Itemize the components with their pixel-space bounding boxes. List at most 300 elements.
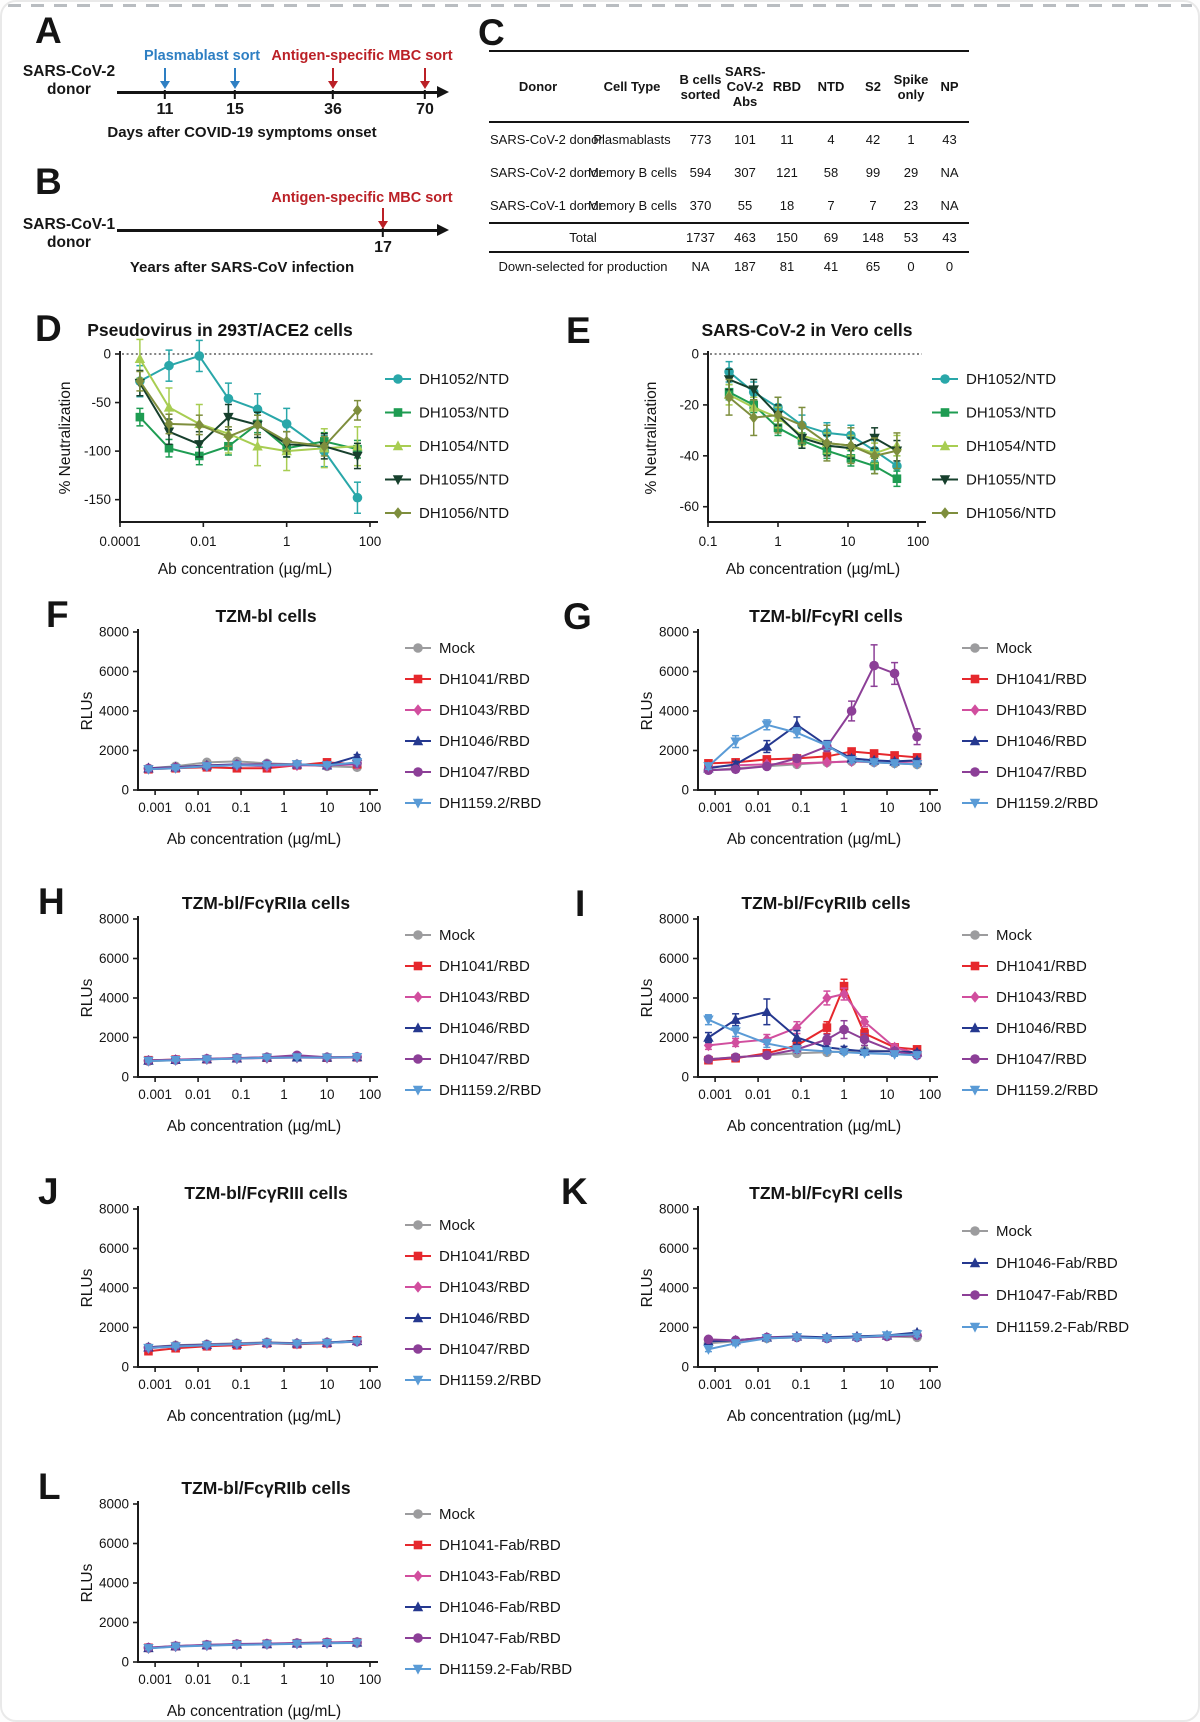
panel-a-label: A xyxy=(35,10,62,51)
legend-item xyxy=(405,1248,530,1265)
y-axis-label: RLUs xyxy=(639,1268,656,1308)
legend-item xyxy=(385,505,509,522)
panel-k-plot xyxy=(560,1167,1196,1459)
legend-marker-icon xyxy=(970,643,980,653)
table-cell: 1 xyxy=(907,132,915,147)
x-tick-label: 0.1 xyxy=(791,1087,811,1102)
legend-label: DH1053/NTD xyxy=(419,404,510,422)
series-marker xyxy=(762,762,772,772)
legend-label: DH1056/NTD xyxy=(419,505,510,522)
y-tick-label: -40 xyxy=(679,448,699,464)
table-cell: 81 xyxy=(766,252,808,280)
x-tick-label: 10 xyxy=(840,534,856,549)
legend-item xyxy=(405,989,530,1006)
table-header-cell: Donor xyxy=(489,51,587,122)
table-cell: 43 xyxy=(930,223,969,252)
table-cell: Total xyxy=(489,223,677,252)
panel-l-plot xyxy=(40,1462,585,1722)
legend-item xyxy=(405,1310,530,1327)
series-marker xyxy=(762,741,772,751)
sort-arrow-icon xyxy=(160,68,170,89)
sort-arrow-tip xyxy=(378,221,388,229)
legend-marker-icon xyxy=(413,643,423,653)
legend-marker-icon xyxy=(970,704,979,716)
legend-item xyxy=(385,405,509,422)
y-tick-label: 8000 xyxy=(658,1201,689,1217)
table-cell: 148 xyxy=(854,223,892,252)
panel-d-chart xyxy=(30,302,582,592)
x-tick-label: 10 xyxy=(319,1672,335,1687)
legend-marker-icon xyxy=(940,507,949,519)
legend-item xyxy=(962,1255,1118,1272)
panel-i-label: I xyxy=(575,883,586,924)
legend-item xyxy=(962,764,1087,781)
legend-label: DH1047/RBD xyxy=(996,1051,1087,1068)
table-cell: 150 xyxy=(766,223,808,252)
legend-label: DH1043-Fab/RBD xyxy=(439,1568,561,1585)
y-tick-label: 6000 xyxy=(98,1536,129,1551)
legend-item xyxy=(405,1082,541,1099)
legend-label: DH1053/NTD xyxy=(966,404,1057,422)
timeline-annotation: Plasmablast sort xyxy=(143,48,261,64)
table-cell: NA xyxy=(940,165,959,180)
table-cell: 773 xyxy=(689,132,712,147)
legend-item xyxy=(405,733,530,750)
x-tick-label: 0.001 xyxy=(138,800,173,815)
panel-c-label: C xyxy=(478,12,505,53)
legend-label: DH1043/RBD xyxy=(439,989,530,1006)
table-total-row xyxy=(489,223,969,252)
legend-item xyxy=(405,795,541,812)
series-marker xyxy=(136,413,145,422)
chart-title: TZM-bl cells xyxy=(215,606,317,626)
sort-arrow-bar xyxy=(424,68,427,81)
y-tick-label: 4000 xyxy=(658,1280,689,1296)
panel-j-label: J xyxy=(38,1171,59,1212)
legend-item xyxy=(962,1223,1032,1240)
x-tick-label: 0.1 xyxy=(231,1377,251,1392)
legend-label: DH1046/RBD xyxy=(996,1020,1087,1037)
panel-j-chart xyxy=(40,1167,585,1459)
series-line xyxy=(140,356,358,498)
timeline-tick-label: 36 xyxy=(324,101,342,118)
legend-label: DH1043/RBD xyxy=(996,702,1087,719)
table-cell: 42 xyxy=(865,132,881,147)
legend-label: DH1052/NTD xyxy=(419,371,510,388)
x-tick-label: 100 xyxy=(918,800,942,815)
series-marker xyxy=(352,452,362,462)
table-cell: Plasmablasts xyxy=(593,132,671,147)
x-tick-label: 0.01 xyxy=(744,800,772,815)
timeline-axis xyxy=(117,229,438,232)
y-axis-label: RLUs xyxy=(79,1563,96,1603)
legend-marker-icon xyxy=(413,1570,422,1582)
panel-b-timeline xyxy=(2,152,482,282)
series-marker xyxy=(165,444,174,453)
series-marker xyxy=(731,1052,741,1062)
donor-label-line: donor xyxy=(47,81,91,98)
legend-marker-icon xyxy=(393,507,402,519)
y-tick-label: -100 xyxy=(83,443,111,459)
legend-label: DH1055/NTD xyxy=(966,471,1057,489)
sort-arrow-icon xyxy=(328,68,338,89)
chart-title: TZM-bl/FcγRIIa cells xyxy=(181,893,351,913)
series-marker xyxy=(195,419,204,431)
sort-arrow-icon xyxy=(230,68,240,89)
legend-item xyxy=(405,1341,530,1358)
series-marker xyxy=(912,732,922,742)
y-tick-label: 4000 xyxy=(98,1575,129,1591)
series-marker xyxy=(839,1025,849,1035)
legend-label: Mock xyxy=(439,1506,475,1523)
legend-label: DH1047/RBD xyxy=(439,764,530,781)
series-marker xyxy=(704,1335,714,1345)
x-tick-label: 0.001 xyxy=(698,1087,733,1102)
x-axis-label: Ab concentration (µg/mL) xyxy=(166,1703,342,1720)
legend-marker-icon xyxy=(970,767,980,777)
legend-marker-icon xyxy=(414,675,423,684)
y-tick-label: 8000 xyxy=(98,911,129,927)
legend-marker-icon xyxy=(413,767,423,777)
table-cell: 594 xyxy=(689,165,712,180)
table-cell: 18 xyxy=(779,198,795,213)
table-cell: 53 xyxy=(892,223,930,252)
legend-label: DH1159.2/RBD xyxy=(996,795,1099,812)
x-tick-label: 1 xyxy=(840,800,848,815)
legend-label: DH1159.2-Fab/RBD xyxy=(996,1319,1130,1336)
sort-arrow-icon xyxy=(378,208,388,229)
legend-label: DH1052/NTD xyxy=(966,371,1057,388)
x-axis-label: Ab concentration (µg/mL) xyxy=(157,561,333,578)
y-tick-label: -60 xyxy=(679,499,699,515)
legend-label: DH1159.2/RBD xyxy=(439,1082,542,1099)
sort-arrow-bar xyxy=(234,68,237,81)
series-marker xyxy=(822,1035,832,1045)
legend-marker-icon xyxy=(414,962,423,971)
timeline-tick-label: 17 xyxy=(374,239,392,256)
series-marker xyxy=(703,1345,713,1355)
y-tick-label: 6000 xyxy=(98,951,129,966)
panel-j-plot xyxy=(40,1167,585,1459)
legend-label: Mock xyxy=(996,1223,1032,1240)
y-tick-label: 4000 xyxy=(98,703,129,719)
series-marker xyxy=(860,1035,870,1045)
legend-item xyxy=(962,640,1032,657)
y-tick-label: 2000 xyxy=(98,743,129,758)
legend-marker-icon xyxy=(413,1220,423,1230)
sort-arrow-bar xyxy=(382,208,385,221)
legend-marker-icon xyxy=(413,930,423,940)
legend-label: Mock xyxy=(439,1217,475,1234)
x-tick-label: 0.01 xyxy=(190,534,217,549)
y-tick-label: 2000 xyxy=(658,1320,689,1335)
legend-item xyxy=(405,1051,530,1068)
legend-item xyxy=(962,1319,1129,1336)
series-line xyxy=(708,1020,917,1056)
x-tick-label: 0.001 xyxy=(138,1377,173,1392)
panel-d-label: D xyxy=(35,308,62,349)
table-cell: 43 xyxy=(942,132,957,147)
legend-item xyxy=(405,1537,561,1554)
legend-item xyxy=(932,405,1056,422)
sort-arrow-tip xyxy=(420,81,430,89)
legend-label: DH1047/RBD xyxy=(439,1051,530,1068)
table-cell: 463 xyxy=(724,223,766,252)
series-marker xyxy=(703,1032,713,1042)
x-tick-label: 0.01 xyxy=(744,1087,772,1102)
y-tick-label: 4000 xyxy=(658,703,689,719)
y-tick-label: 0 xyxy=(681,782,689,798)
x-tick-label: 100 xyxy=(918,1377,942,1392)
legend-item xyxy=(405,640,475,657)
panel-h-chart xyxy=(40,877,585,1169)
legend-marker-icon xyxy=(413,1054,423,1064)
series-line xyxy=(708,725,917,768)
legend-item xyxy=(405,1506,475,1523)
x-tick-label: 0.01 xyxy=(184,1377,212,1392)
table-cell: NA xyxy=(677,252,724,280)
y-axis-label: RLUs xyxy=(79,691,96,731)
timeline-arrowhead-icon xyxy=(437,224,449,236)
y-axis-label: % Neutralization xyxy=(57,381,74,495)
donor-label xyxy=(23,216,115,252)
table-cell: Memory B cells xyxy=(588,198,677,213)
legend-label: DH1159.2-Fab/RBD xyxy=(439,1661,573,1678)
series-marker xyxy=(704,1054,714,1064)
legend-item xyxy=(962,927,1032,944)
y-axis-label: % Neutralization xyxy=(643,381,660,495)
table-cell: SARS-CoV-1 donor xyxy=(490,198,603,213)
legend-label: DH1046/RBD xyxy=(439,1020,530,1037)
y-tick-label: 0 xyxy=(103,346,111,362)
y-tick-label: 0 xyxy=(121,1359,129,1375)
panel-i-plot xyxy=(560,877,1196,1169)
donor-label-line: SARS-CoV-2 xyxy=(22,63,116,80)
table-cell: 1737 xyxy=(677,223,724,252)
y-axis-label: RLUs xyxy=(79,978,96,1018)
legend-item xyxy=(405,1630,561,1647)
y-tick-label: 6000 xyxy=(658,951,689,966)
timeline-annotation: Antigen-specific MBC sort xyxy=(271,48,453,64)
panel-e-plot xyxy=(560,302,1196,592)
table-cell: 121 xyxy=(776,165,798,180)
legend-marker-icon xyxy=(940,374,950,384)
legend-item xyxy=(962,989,1087,1006)
legend-label: DH1046/RBD xyxy=(439,1310,530,1327)
legend-marker-icon xyxy=(414,1252,423,1261)
table-row xyxy=(489,122,969,156)
sort-arrow-tip xyxy=(328,81,338,89)
y-tick-label: 6000 xyxy=(98,1241,129,1256)
panel-a-timeline xyxy=(2,2,482,152)
y-tick-label: 8000 xyxy=(98,624,129,640)
sort-arrow-tip xyxy=(230,81,240,89)
x-tick-label: 10 xyxy=(319,1087,335,1102)
legend-item xyxy=(962,1020,1087,1037)
panel-e-label: E xyxy=(566,310,591,351)
x-tick-label: 0.001 xyxy=(698,1377,733,1392)
y-tick-label: 0 xyxy=(121,782,129,798)
panel-g-chart xyxy=(560,590,1196,882)
legend-item xyxy=(932,472,1056,489)
series-marker xyxy=(749,412,758,424)
table-header-cell: B cells sorted xyxy=(677,51,724,122)
table-header-row xyxy=(489,51,969,122)
legend-label: Mock xyxy=(439,640,475,657)
panel-e-chart xyxy=(560,302,1196,592)
y-tick-label: 2000 xyxy=(98,1030,129,1045)
legend-item xyxy=(962,958,1087,975)
table-header-cell: S2 xyxy=(854,51,892,122)
legend-marker-icon xyxy=(413,1281,422,1293)
legend-item xyxy=(962,795,1098,812)
series-marker xyxy=(847,706,857,716)
series-marker xyxy=(731,764,741,774)
x-tick-label: 1 xyxy=(282,534,291,549)
table-row xyxy=(489,189,969,223)
legend-label: DH1041/RBD xyxy=(996,671,1087,688)
y-tick-label: 8000 xyxy=(658,624,689,640)
panel-k-label: K xyxy=(561,1171,588,1212)
y-tick-label: 4000 xyxy=(98,990,129,1006)
legend-item xyxy=(405,1217,475,1234)
donor-label xyxy=(23,63,115,99)
legend-marker-icon xyxy=(970,991,979,1003)
legend-marker-icon xyxy=(413,991,422,1003)
y-tick-label: 0 xyxy=(681,1069,689,1085)
legend-label: DH1043/RBD xyxy=(996,989,1087,1006)
timeline-axis-label: Days after COVID-19 symptoms onset xyxy=(107,124,377,141)
y-tick-label: -150 xyxy=(83,492,111,508)
legend-item xyxy=(405,1372,541,1389)
x-tick-label: 0.1 xyxy=(698,534,718,549)
y-tick-label: 2000 xyxy=(658,1030,689,1045)
x-tick-label: 10 xyxy=(879,800,895,815)
legend-item xyxy=(385,472,509,489)
legend-marker-icon xyxy=(970,1226,980,1236)
legend-marker-icon xyxy=(413,1633,423,1643)
y-tick-label: 8000 xyxy=(98,1201,129,1217)
series-marker xyxy=(194,440,204,450)
table-header-cell: Cell Type xyxy=(587,51,677,122)
panel-f-label: F xyxy=(46,594,69,635)
table-cell: 7 xyxy=(869,198,877,213)
legend-label: DH1055/NTD xyxy=(419,471,510,489)
table-cell: SARS-CoV-2 donor xyxy=(490,132,603,147)
panel-g-label: G xyxy=(563,596,592,637)
legend-marker-icon xyxy=(414,1541,423,1550)
legend-item xyxy=(932,371,1056,388)
chart-title: TZM-bl/FcγRIIb cells xyxy=(181,1478,351,1498)
legend-label: DH1043/RBD xyxy=(439,702,530,719)
legend-item xyxy=(962,702,1087,719)
legend-marker-icon xyxy=(970,1054,980,1064)
panel-b-label: B xyxy=(35,161,62,202)
table-cell: SARS-CoV-2 donor xyxy=(490,165,603,180)
legend-label: DH1046/RBD xyxy=(439,733,530,750)
legend-label: DH1043/RBD xyxy=(439,1279,530,1296)
legend-item xyxy=(962,1051,1087,1068)
panel-i-chart xyxy=(560,877,1196,1169)
x-tick-label: 10 xyxy=(319,800,335,815)
donor-label-line: SARS-CoV-1 xyxy=(22,216,116,233)
legend-marker-icon xyxy=(971,675,980,684)
x-tick-label: 1 xyxy=(840,1087,848,1102)
x-tick-label: 10 xyxy=(319,1377,335,1392)
y-tick-label: 8000 xyxy=(98,1496,129,1512)
legend-item xyxy=(405,1568,561,1585)
legend-label: DH1047-Fab/RBD xyxy=(439,1630,561,1647)
panel-k-chart xyxy=(560,1167,1196,1459)
legend-marker-icon xyxy=(941,408,950,417)
table-cell: 11 xyxy=(780,132,794,147)
chart-title: Pseudovirus in 293T/ACE2 cells xyxy=(87,320,353,340)
y-tick-label: 6000 xyxy=(658,664,689,679)
table-header-cell: RBD xyxy=(766,51,808,122)
series-marker xyxy=(893,474,902,483)
legend-label: DH1047-Fab/RBD xyxy=(996,1287,1118,1304)
series-marker xyxy=(792,754,802,764)
legend-marker-icon xyxy=(394,408,403,417)
y-tick-label: 2000 xyxy=(98,1615,129,1630)
series-marker xyxy=(823,1023,832,1032)
table-row xyxy=(489,156,969,189)
series-marker xyxy=(762,1050,772,1060)
y-tick-label: 6000 xyxy=(658,1241,689,1256)
legend-item xyxy=(385,438,509,455)
table-cell: 101 xyxy=(734,132,756,147)
x-tick-label: 1 xyxy=(280,1087,288,1102)
legend-item xyxy=(962,1287,1118,1304)
panel-l-chart xyxy=(40,1462,585,1722)
table-header-cell: Spike only xyxy=(892,51,930,122)
legend-label: DH1056/NTD xyxy=(966,505,1057,522)
series-marker xyxy=(797,419,806,431)
table-cell: 0 xyxy=(930,252,969,280)
table-cell: 307 xyxy=(734,165,756,180)
y-tick-label: 0 xyxy=(121,1069,129,1085)
legend-item xyxy=(405,764,530,781)
legend-label: DH1041/RBD xyxy=(439,958,530,975)
legend-label: DH1041/RBD xyxy=(439,1248,530,1265)
sort-arrow-bar xyxy=(164,68,167,81)
table-cell: 58 xyxy=(823,165,839,180)
legend-item xyxy=(405,927,475,944)
x-tick-label: 0.001 xyxy=(698,800,733,815)
legend-marker-icon xyxy=(970,930,980,940)
x-tick-label: 0.1 xyxy=(791,800,811,815)
donor-cell-table xyxy=(489,50,969,280)
y-tick-label: 2000 xyxy=(98,1320,129,1335)
x-tick-label: 0.01 xyxy=(184,1087,212,1102)
legend-item xyxy=(932,505,1056,522)
legend-marker-icon xyxy=(413,704,422,716)
x-tick-label: 100 xyxy=(918,1087,942,1102)
x-axis-label: Ab concentration (µg/mL) xyxy=(725,561,901,578)
table-header-cell: NP xyxy=(930,51,969,122)
table-downselected-row xyxy=(489,252,969,280)
series-marker xyxy=(890,669,900,679)
chart-title: TZM-bl/FcγRI cells xyxy=(749,606,903,626)
panel-c-table xyxy=(489,50,969,280)
chart-title: TZM-bl/FcγRIII cells xyxy=(184,1183,348,1203)
legend-label: DH1047/RBD xyxy=(996,764,1087,781)
legend-item xyxy=(405,671,530,688)
legend-item xyxy=(962,733,1087,750)
table-header-cell: SARS- CoV-2 Abs xyxy=(724,51,766,122)
legend-item xyxy=(932,438,1056,455)
legend-item xyxy=(405,1020,530,1037)
